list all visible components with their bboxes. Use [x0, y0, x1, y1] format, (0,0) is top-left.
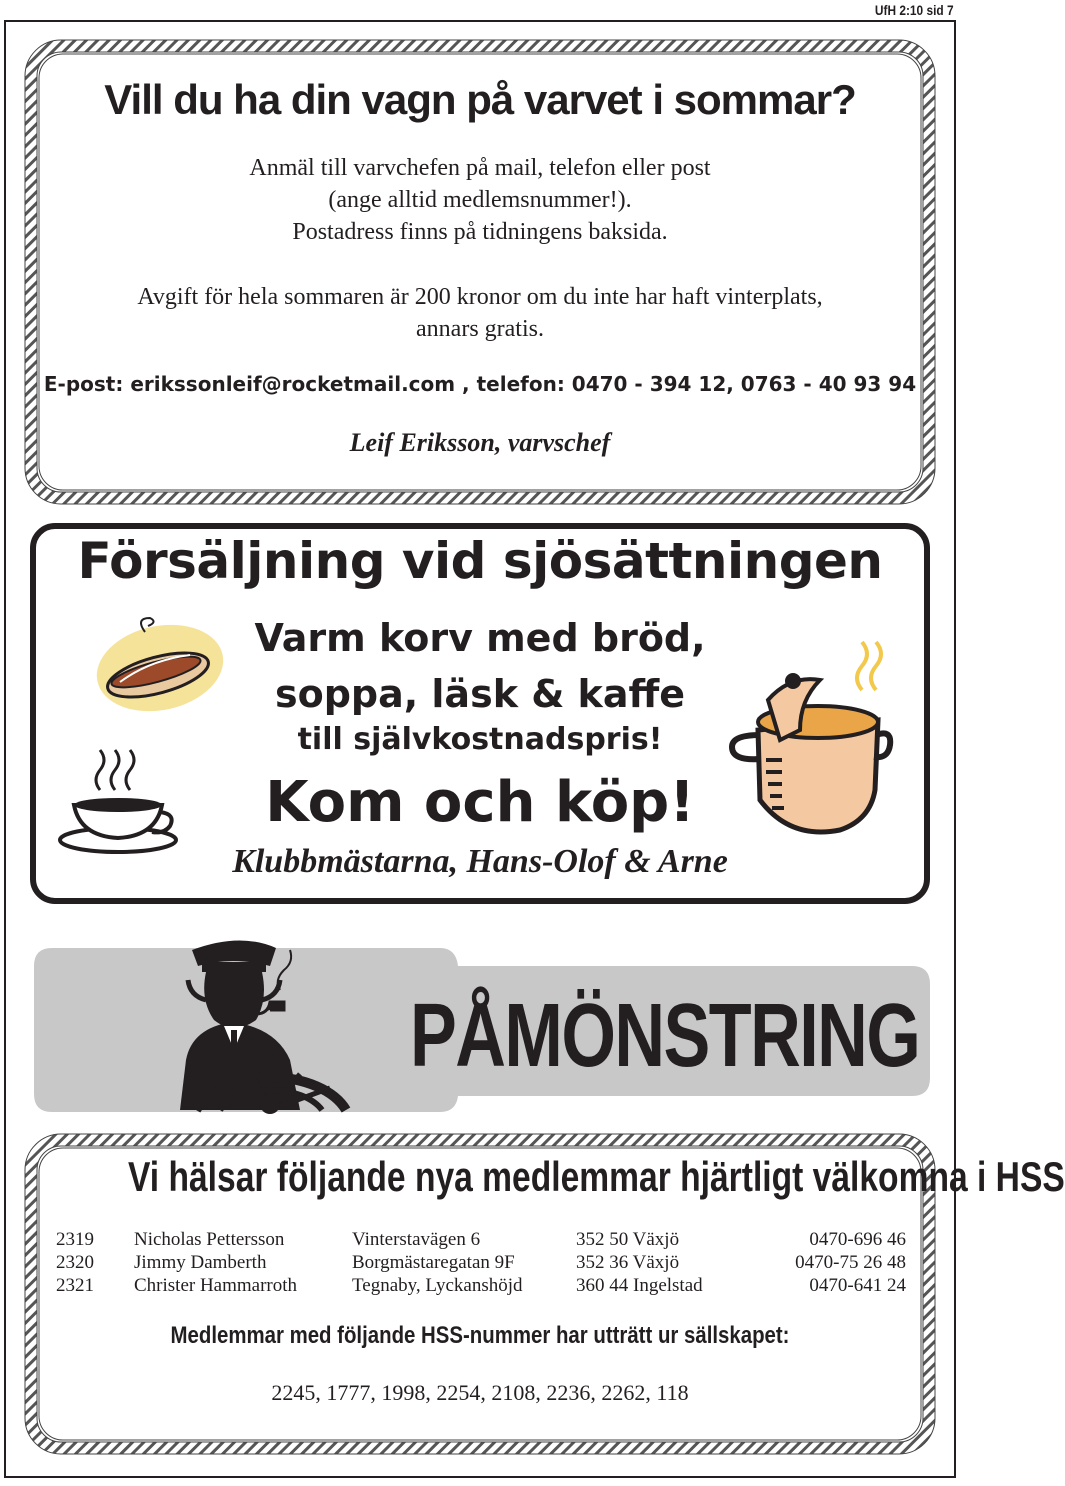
table-row — [56, 1274, 906, 1297]
member-city: 360 44 Ingelstad — [576, 1275, 703, 1296]
member-address: Tegnaby, Lyckanshöjd — [352, 1275, 523, 1296]
ad-signature: Leif Eriksson, varvschef — [349, 428, 611, 457]
member-name: Nicholas Pettersson — [134, 1229, 285, 1250]
sales-signature: Klubbmästarna, Hans-Olof & Arne — [232, 843, 728, 880]
member-address: Borgmästaregatan 9F — [352, 1252, 515, 1273]
member-phone: 0470-641 24 — [809, 1275, 906, 1296]
page-header: UfH 2:10 sid 7 — [875, 2, 954, 18]
members-title: Vi hälsar följande nya medlemmar hjärtligt välkomna i HSS — [128, 1153, 1065, 1200]
banner-title: PÅMÖNSTRING — [410, 986, 920, 1086]
ad-line: (ange alltid medlemsnummer!). — [328, 187, 632, 213]
sales-line-1: Varm korv med bröd, — [254, 616, 706, 660]
member-number: 2319 — [56, 1229, 94, 1250]
member-number: 2320 — [56, 1252, 94, 1273]
resigned-list: 2245, 1777, 1998, 2254, 2108, 2236, 2262, 118 — [271, 1380, 689, 1405]
resigned-title: Medlemmar med följande HSS-nummer har utträtt ur sällskapet: — [170, 1322, 790, 1349]
ad-line: Anmäl till varvchefen på mail, telefon eller post — [249, 155, 711, 181]
member-phone: 0470-696 46 — [809, 1229, 906, 1250]
ad-title: Vill du ha din vagn på varvet i sommar? — [104, 76, 856, 123]
member-city: 352 50 Växjö — [576, 1229, 680, 1250]
table-row — [56, 1251, 906, 1274]
sales-title: Försäljning vid sjösättningen — [77, 532, 883, 590]
contact-info: E-post: erikssonleif@rocketmail.com , telefon: 0470 - 394 12, 0763 - 40 93 94 — [43, 372, 917, 396]
table-row — [56, 1228, 906, 1251]
sales-line-3: till självkostnadspris! — [297, 722, 663, 757]
sales-cta: Kom och köp! — [265, 770, 695, 835]
member-name: Jimmy Damberth — [134, 1252, 267, 1273]
ad-line: Postadress finns på tidningens baksida. — [292, 219, 668, 245]
member-name: Christer Hammarroth — [134, 1275, 298, 1296]
sales-line-2: soppa, läsk & kaffe — [274, 672, 686, 716]
ad-line: annars gratis. — [416, 316, 544, 342]
member-number: 2321 — [56, 1275, 94, 1296]
ad-line: Avgift för hela sommaren är 200 kronor om du inte har haft vinterplats, — [137, 284, 823, 310]
member-city: 352 36 Växjö — [576, 1252, 680, 1273]
members-table — [56, 1228, 906, 1297]
member-phone: 0470-75 26 48 — [795, 1252, 906, 1273]
coffee-cup-icon — [60, 750, 176, 852]
member-address: Vinterstavägen 6 — [352, 1229, 481, 1250]
